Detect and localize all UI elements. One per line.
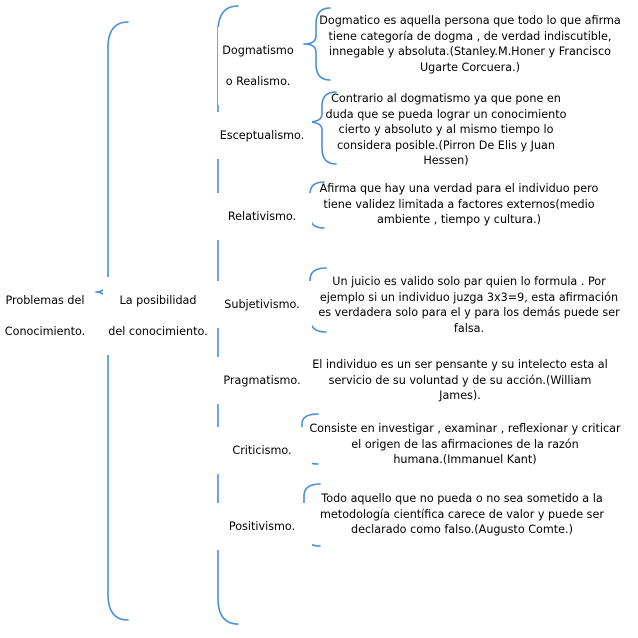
description-criticismo: [300, 421, 630, 468]
category-label-line: o Realismo.: [225, 74, 291, 88]
description-line: cierto y absoluto y al mismo tiempo lo: [338, 123, 554, 136]
description-line: ambiente , tiempo y cultura.): [376, 213, 542, 226]
root-label-line: Problemas del: [5, 293, 85, 307]
category-label-line: Esceptualismo.: [219, 128, 305, 142]
description-line: Contrario al dogmatismo ya que pone en: [331, 92, 561, 105]
description-line: humana.(Immanuel Kant): [393, 453, 537, 466]
category-pragmatismo: [212, 357, 312, 404]
description-line: Dogmatico es aquella persona que todo lo que afirma: [319, 14, 621, 27]
category-label-line: Dogmatismo: [222, 43, 294, 57]
description-line: falsa.: [453, 321, 485, 335]
category-dogmatismo: [218, 27, 298, 105]
branch-label-line: La posibilidad: [119, 293, 197, 307]
description-dogmatismo: [312, 13, 628, 75]
category-label-line: Subjetivismo.: [224, 297, 300, 311]
description-line: James).: [439, 389, 481, 402]
description-line: Todo aquello que no pueda o no sea sometido a la: [321, 492, 603, 505]
description-positivismo: [304, 491, 620, 538]
category-positivismo: [212, 503, 312, 550]
category-criticismo: [212, 427, 312, 474]
description-line: El individuo es un ser pensante y su intelecto esta al: [312, 358, 608, 371]
root-label: [2, 277, 88, 355]
description-line: el origen de las afirmaciones de la razón: [351, 437, 579, 451]
description-esceptualismo: [306, 91, 586, 169]
description-line: Hessen): [423, 154, 469, 167]
category-label-line: Pragmatismo.: [223, 373, 301, 387]
description-line: servicio de su voluntad y de su acción.(William: [328, 373, 592, 387]
description-line: es verdadera solo para el y para los demás puede ser: [318, 306, 620, 319]
category-label-line: Positivismo.: [228, 519, 296, 533]
branch-label: [103, 277, 213, 355]
description-line: Afirma que hay una verdad para el individuo pero: [319, 182, 599, 195]
category-subjetivismo: [212, 281, 312, 328]
category-relativismo: [212, 193, 312, 240]
description-line: innegable y absoluta.(Stanley.M.Honer y Francisco: [329, 45, 611, 58]
description-line: ejemplo si un individuo juzga 3x3=9, esta afirmación: [319, 290, 619, 304]
category-label-line: Relativismo.: [227, 209, 297, 223]
description-line: Consiste en investigar , examinar , reflexionar y criticar: [309, 422, 621, 435]
category-label-line: Criticismo.: [232, 443, 292, 457]
root-label-line: Conocimiento.: [4, 324, 86, 338]
description-line: Ugarte Corcuera.): [419, 60, 521, 74]
description-line: tiene validez limitada a factores externos(medio: [323, 197, 595, 211]
description-relativismo: [306, 181, 612, 228]
description-line: metodología científica carece de valor y puede ser: [320, 507, 604, 521]
description-line: considera posible.(Pirron De Elis y Juan: [336, 138, 555, 152]
description-pragmatismo: [298, 357, 622, 404]
category-esceptualismo: [212, 112, 312, 159]
description-line: duda que se pueda lograr un conocimiento: [325, 107, 567, 121]
description-line: declarado como falso.(Augusto Comte.): [351, 523, 573, 536]
description-subjetivismo: [306, 274, 632, 336]
description-line: Un juicio es valido solo par quien lo formula . Por: [332, 275, 606, 288]
description-line: tiene categoría de dogma , de verdad indiscutible,: [328, 29, 612, 43]
branch-label-line: del conocimiento.: [108, 324, 208, 338]
